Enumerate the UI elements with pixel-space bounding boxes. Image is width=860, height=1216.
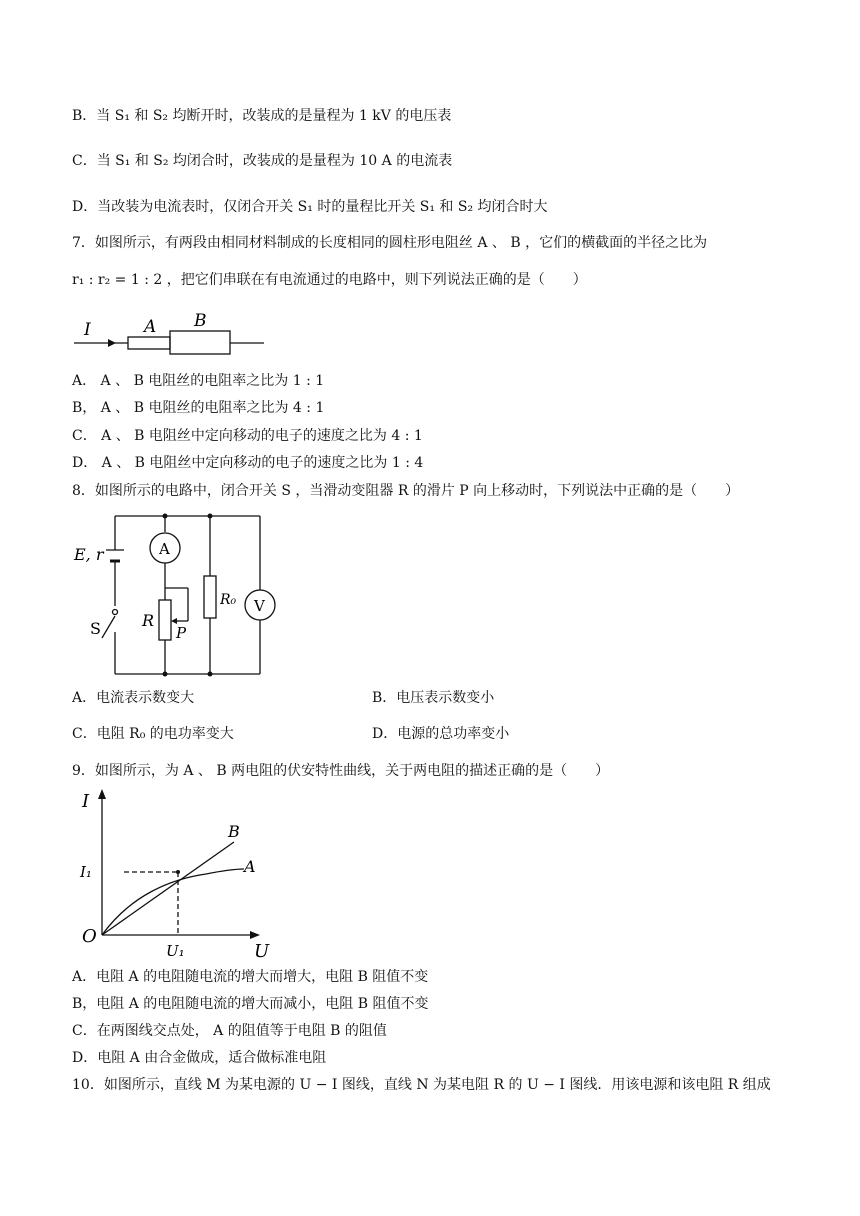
q9-i1-tick: I₁ [80, 863, 92, 881]
q8-option-c: C．电阻 R₀ 的电功率变大 [72, 726, 234, 742]
q9-line-b-label: B [228, 822, 240, 841]
q9-line-b [102, 842, 234, 935]
q8-option-a: A．电流表示数变大 [72, 690, 195, 706]
q7-option-a: A． A 、 B 电阻丝的电阻率之比为 1 : 1 [72, 373, 325, 389]
q7-stem-line1: 7．如图所示，有两段由相同材料制成的长度相同的圆柱形电阻丝 A 、 B ，它们的横截面的半径之比为 [72, 235, 708, 251]
q9-option-b: B，电阻 A 的电阻随电流的增大而减小，电阻 B 阻值不变 [72, 996, 429, 1012]
q9-origin-label: O [82, 926, 97, 947]
q8-option-d: D．电源的总功率变小 [372, 726, 510, 742]
q8-r0-label: R₀ [220, 592, 237, 608]
q8-source-label: E, r [74, 545, 104, 564]
q9-x-axis-label: U [254, 941, 270, 962]
q9-y-axis-label: I [82, 791, 90, 812]
q9-option-c: C．在两图线交点处， A 的阻值等于电阻 B 的阻值 [72, 1023, 387, 1039]
q7-option-d: D． A 、 B 电阻丝中定向移动的电子的速度之比为 1 : 4 [72, 455, 424, 471]
q9-stem: 9．如图所示，为 A 、 B 两电阻的伏安特性曲线，关于两电阻的描述正确的是（ ） [72, 763, 610, 779]
q7-wire-figure [72, 305, 272, 357]
q9-iv-graph [76, 785, 276, 960]
q6-option-c: C．当 S₁ 和 S₂ 均闭合时，改装成的是量程为 10 A 的电流表 [72, 153, 453, 169]
q9-curve-a [102, 869, 244, 935]
q6-option-b: B．当 S₁ 和 S₂ 均断开时，改装成的是量程为 1 kV 的电压表 [72, 108, 452, 124]
q7-wire-b-label: B [194, 311, 207, 331]
q7-stem-line2: r₁ : r₂ = 1 : 2 ，把它们串联在有电流通过的电路中，则下列说法正确的是（ ） [72, 272, 587, 288]
q9-option-d: D．电阻 A 由合金做成，适合做标准电阻 [72, 1050, 327, 1066]
q8-circuit-figure [70, 508, 300, 678]
q8-voltmeter-label: V [254, 597, 265, 615]
q7-wire-a-label: A [144, 317, 157, 337]
q8-ammeter-label: A [159, 540, 170, 558]
q7-option-b: B， A 、 B 电阻丝的电阻率之比为 4 : 1 [72, 400, 325, 416]
q9-option-a: A．电阻 A 的电阻随电流的增大而增大，电阻 B 阻值不变 [72, 969, 429, 985]
q7-current-label: I [84, 320, 91, 340]
q9-u1-tick: U₁ [166, 942, 185, 960]
q9-curve-a-label: A [244, 857, 256, 876]
q10-stem: 10．如图所示，直线 M 为某电源的 U − I 图线，直线 N 为某电阻 R 的 U − I 图线．用该电源和该电阻 R 组成 [72, 1077, 771, 1093]
q8-rheostat-label: R [142, 611, 155, 630]
q7-option-c: C． A 、 B 电阻丝中定向移动的电子的速度之比为 4 : 1 [72, 428, 423, 444]
q8-option-b: B．电压表示数变小 [372, 690, 495, 706]
q6-option-d: D．当改装为电流表时，仅闭合开关 S₁ 时的量程比开关 S₁ 和 S₂ 均闭合时大 [72, 199, 548, 215]
q8-slider-label: P [176, 624, 187, 642]
q8-switch-label: S [90, 619, 101, 638]
q8-stem: 8．如图所示的电路中，闭合开关 S ，当滑动变阻器 R 的滑片 P 向上移动时，下列说法中正确的是（ ） [72, 483, 740, 499]
